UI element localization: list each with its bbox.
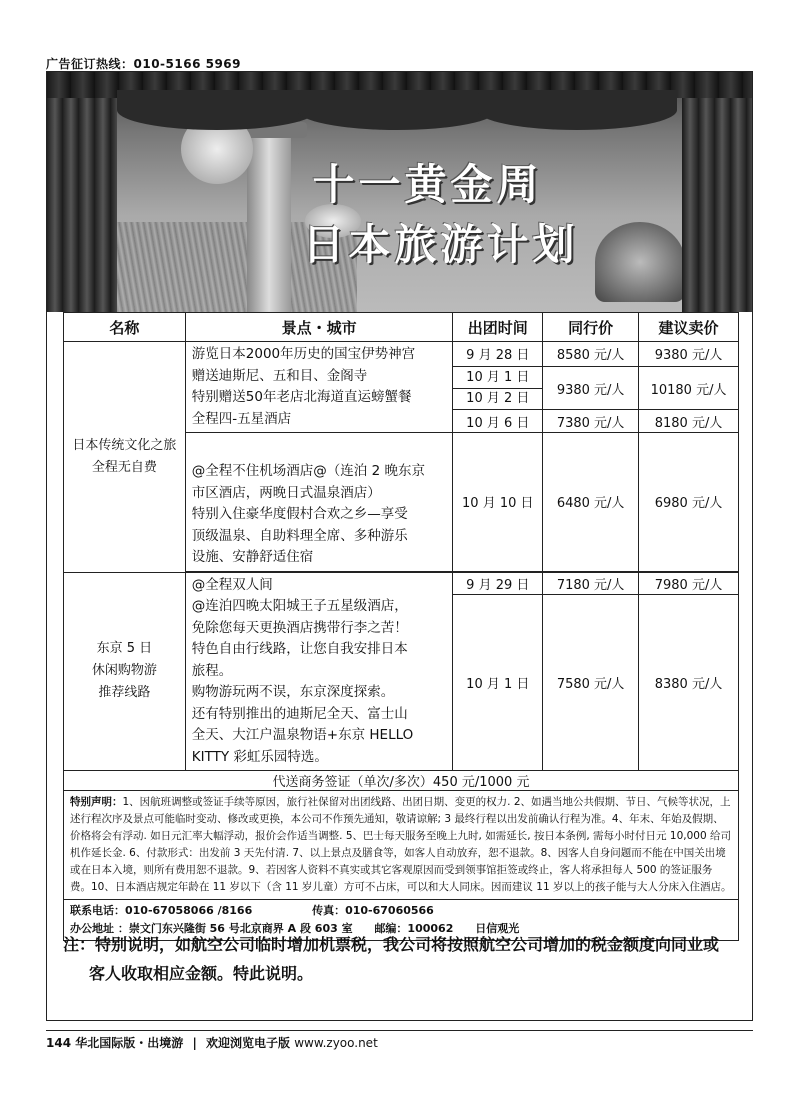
peer-price: 8580 元/人	[543, 342, 639, 367]
special-statement-label: 特别声明：	[70, 796, 123, 808]
contact-phone: 联系电话：010-67058066 /8166	[70, 904, 253, 917]
table-row	[64, 771, 739, 791]
retail-price: 7980 元/人	[639, 572, 739, 595]
page-footer	[46, 1030, 753, 1051]
header-spots: 景点・城市	[185, 313, 453, 342]
description-line: 顶级温泉、自助料理全席、多种游乐	[191, 527, 408, 544]
footer-url[interactable]: www.zyoo.net	[294, 1036, 378, 1050]
note-line: 注：特别说明，如航空公司临时增加机票税，我公司将按照航空公司增加的税金额度向同业或	[63, 935, 720, 954]
description-line: 旅程。	[191, 662, 233, 679]
visa-service-note: 代送商务签证（单次/多次）450 元/1000 元	[64, 771, 739, 791]
table-header-row	[64, 313, 739, 342]
route-name-line: 全程无自费	[91, 459, 157, 475]
ad-hotline: 广告征订热线：010-5166 5969	[46, 57, 242, 71]
route-name-line: 推荐线路	[98, 685, 151, 701]
description-line: @连泊四晚太阳城王子五星级酒店，	[191, 598, 408, 614]
date-line: 10 月 1 日	[466, 369, 530, 385]
company-name: 日信观光	[475, 922, 520, 935]
departure-date: 9 月 28 日	[453, 342, 543, 367]
retail-price: 10180 元/人	[639, 366, 739, 409]
route-description-cell	[185, 433, 453, 572]
table-row	[64, 791, 739, 900]
description-line: 购物游玩两不误，东京深度探索。	[191, 684, 395, 700]
description-line: 游览日本2000年历史的国宝伊势神宫	[191, 346, 416, 362]
table-row	[64, 572, 739, 595]
route-description-cell	[185, 572, 453, 771]
table-row	[64, 342, 739, 367]
banner-image	[47, 72, 752, 312]
description-line: KITTY 彩虹乐园特选。	[191, 748, 328, 765]
route-name-cell	[64, 342, 186, 573]
peer-price: 6480 元/人	[543, 433, 639, 572]
retail-price: 9380 元/人	[639, 342, 739, 367]
route-name-cell	[64, 572, 186, 771]
contact-fax: 传真：010-67060566	[312, 904, 434, 917]
header-name: 名称	[64, 313, 186, 342]
header-retail-price: 建议卖价	[639, 313, 739, 342]
route-name-line: 东京 5 日	[96, 641, 153, 657]
route-description-cell	[185, 342, 453, 433]
description-line: 全程四-五星酒店	[191, 410, 292, 427]
header-peer-price: 同行价	[543, 313, 639, 342]
footer-slogan: 欢迎浏览电子版	[206, 1036, 291, 1050]
special-statement	[64, 791, 739, 900]
route-name-line: 休闲购物游	[91, 663, 157, 679]
description-line: 特色自由行线路，让您自我安排日本	[191, 641, 408, 657]
airline-tax-note	[63, 930, 739, 988]
retail-price: 6980 元/人	[639, 433, 739, 572]
peer-price: 7180 元/人	[543, 572, 639, 595]
retail-price: 8380 元/人	[639, 595, 739, 771]
description-line: 全天、大江户温泉物语+东京 HELLO	[191, 727, 414, 743]
special-statement-text: 1、因航班调整或签证手续等原因，旅行社保留对出团线路、出团日期、变更的权力. 2、如遇当地公共假期、节日、气候等状况，上述行程次序及景点可能临时变动、修改或更换，本公司不作预先通知，敬请谅解; 3 最终行程以出发前确认行程为准。4、年末、年始及假期、价格将会有浮动. 如日元汇率大幅浮动，报价会作适当调整. 5、巴士每天服务至晚上九时, 如需延长, 按日本条例, 需每小时付日元 10,000 给司机作延长金. 6、付款形式：出发前 3 天先付清. 7、以上景点及膳食等，如客人自动放弃，恕不退款。8、因客人自身问题而不能在中国关出境或在日本入境，则所有费用恕不退款。9、若因客人资料不真实或其它客观原因而受到领事馆拒签或终止，客人将承担每人 500 的签证服务费。10、日本酒店规定年龄在 11 岁以下（含 11 岁儿童）方可不占床，可以和大人同床。因而建议 11 岁以上的孩子能与大人分床入住酒店。	[70, 796, 732, 893]
header-date: 出团时间	[453, 313, 543, 342]
description-line: 特别入住豪华度假村合欢之乡—享受	[191, 506, 408, 522]
page-number: 144	[46, 1036, 72, 1050]
curtain-swag-decoration	[477, 90, 677, 130]
curtain-swag-decoration	[117, 90, 317, 130]
description-line: @全程双人间	[191, 576, 273, 593]
description-line: 赠送迪斯尼、五和目、金阁寺	[191, 367, 368, 384]
curtain-swag-decoration	[297, 90, 497, 130]
peer-price: 7580 元/人	[543, 595, 639, 771]
date-line: 10 月 2 日	[453, 388, 542, 409]
headline-title: 十一黄金周	[312, 160, 543, 209]
office-address: 办公地址 ：崇文门东兴隆街 56 号北京商界 A 段 603 室	[70, 922, 353, 935]
retail-price: 8180 元/人	[639, 410, 739, 433]
footer-divider: |	[192, 1036, 197, 1050]
departure-date: 9 月 29 日	[453, 572, 543, 595]
peer-price: 7380 元/人	[543, 410, 639, 433]
note-line: 客人收取相应金额。特此说明。	[89, 964, 314, 983]
description-line: @全程不住机场酒店@（连泊 2 晚东京	[191, 463, 425, 479]
route-name-line: 日本传统文化之旅	[72, 437, 177, 453]
departure-date	[453, 366, 543, 409]
itinerary-table	[63, 312, 739, 941]
ad-frame	[46, 71, 753, 1021]
headline-subtitle: 日本旅游计划	[302, 220, 579, 269]
magazine-name: 华北国际版・出境游	[75, 1036, 184, 1050]
description-line: 还有特别推出的迪斯尼全天、富士山	[191, 705, 408, 722]
departure-date: 10 月 1 日	[453, 595, 543, 771]
description-line: 设施、安静舒适住宿	[191, 549, 314, 565]
zip-code: 邮编：100062	[374, 922, 454, 935]
departure-date: 10 月 6 日	[453, 410, 543, 433]
description-line: 免除您每天更换酒店携带行李之苦！	[191, 619, 408, 636]
peer-price: 9380 元/人	[543, 366, 639, 409]
departure-date: 10 月 10 日	[453, 433, 543, 572]
description-line: 特别赠送50年老店北海道直运螃蟹餐	[191, 389, 412, 405]
description-line: 市区酒店，两晚日式温泉酒店）	[191, 484, 381, 501]
